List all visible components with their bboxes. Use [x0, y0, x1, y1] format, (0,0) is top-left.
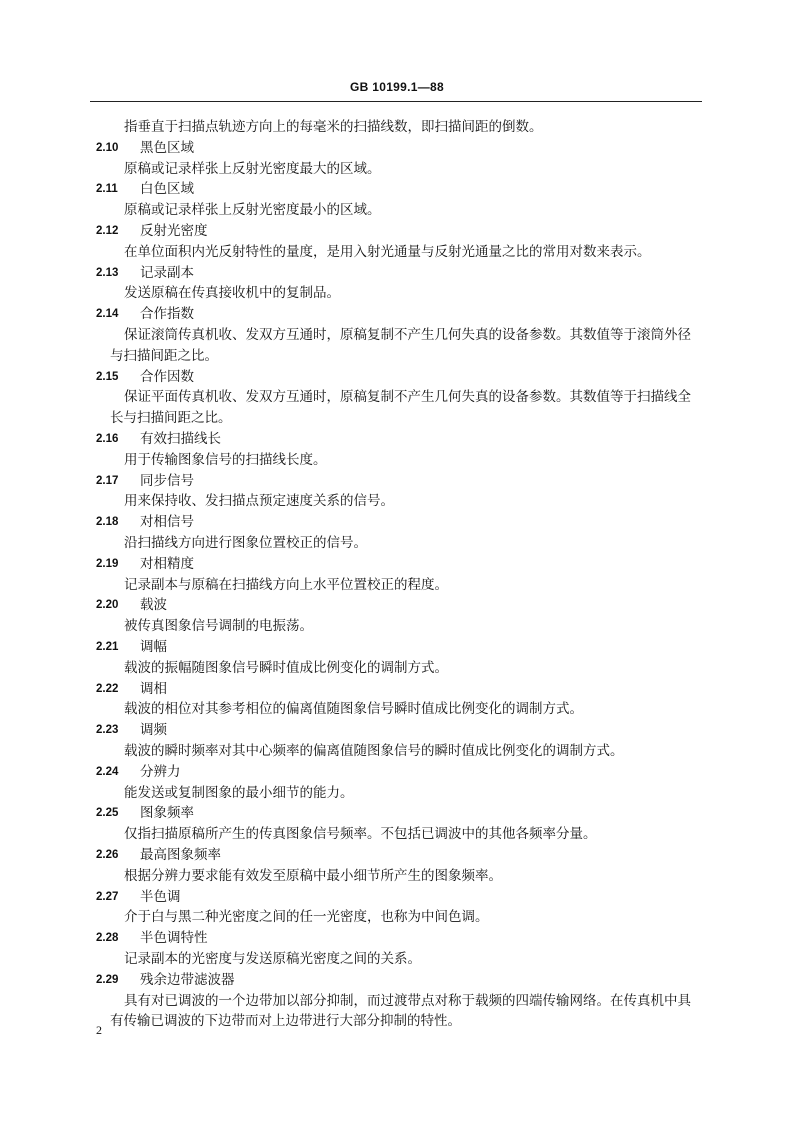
term-title: 记录副本	[140, 264, 194, 281]
clause-number: 2.21	[96, 641, 119, 653]
definition-text: 载波的振幅随图象信号瞬时值成比例变化的调制方式。	[124, 659, 448, 676]
term-title: 对相信号	[140, 514, 194, 531]
intro-definition-line: 指垂直于扫描点轨迹方向上的每毫米的扫描线数，即扫描间距的倒数。	[124, 119, 543, 135]
clause-number: 2.27	[96, 890, 119, 903]
clause-number: 2.28	[96, 932, 119, 945]
term-title: 最高图象频率	[140, 847, 221, 863]
definition-text: 被传真图象信号调制的电振荡。	[124, 618, 313, 635]
definition-text: 仅指扫描原稿所产生的传真图象信号频率。不包括已调波中的其他各频率分量。	[124, 826, 597, 843]
clause-number: 2.22	[96, 682, 119, 695]
definition-text: 在单位面积内光反射特性的量度，是用入射光通量与反射光通量之比的常用对数来表示。	[124, 243, 651, 260]
definition-text: 原稿或记录样张上反射光密度最小的区域。	[124, 202, 381, 219]
definition-text: 用于传输图象信号的扫描线长度。	[124, 451, 327, 468]
clause-number: 2.15	[96, 370, 119, 383]
definition-text: 载波的瞬时频率对其中心频率的偏离值随图象信号的瞬时值成比例变化的调制方式。	[124, 743, 624, 759]
clause-number: 2.24	[96, 765, 119, 778]
term-title: 残余边带滤波器	[140, 971, 235, 988]
term-title: 半色调特性	[140, 930, 208, 947]
definition-text: 记录副本的光密度与发送原稿光密度之间的关系。	[124, 951, 421, 967]
definition-text: 记录副本与原稿在扫描线方向上水平位置校正的程度。	[124, 576, 448, 593]
definition-text: 发送原稿在传真接收机中的复制品。	[124, 285, 340, 302]
term-title: 对相精度	[140, 555, 194, 572]
definition-text: 保证滚筒传真机收、发双方互通时，原稿复制不产生几何失真的设备参数。其数值等于滚筒外径	[124, 327, 691, 343]
term-title: 图象频率	[140, 805, 194, 822]
document-code-header: GB 10199.1—88	[350, 80, 444, 94]
clause-number: 2.17	[96, 474, 119, 487]
term-title: 同步信号	[140, 472, 194, 489]
clause-number: 2.12	[96, 225, 119, 237]
clause-number: 2.29	[96, 973, 119, 986]
term-title: 载波	[140, 597, 167, 614]
clause-number: 2.18	[96, 516, 119, 529]
definition-text: 载波的相位对其参考相位的偏离值随图象信号瞬时值成比例变化的调制方式。	[124, 701, 583, 718]
term-title: 合作指数	[140, 306, 194, 323]
definition-text: 具有对已调波的一个边带加以部分抑制，而过渡带点对称于载频的四端传输网络。在传真机中具	[124, 992, 691, 1009]
definition-text: 与扫描间距之比。	[110, 347, 218, 364]
clause-number: 2.19	[96, 557, 119, 570]
definition-text: 根据分辨力要求能有效发至原稿中最小细节所产生的图象频率。	[124, 867, 502, 884]
clause-number: 2.23	[96, 724, 119, 737]
clause-number: 2.16	[96, 433, 119, 445]
definition-text: 原稿或记录样张上反射光密度最大的区域。	[124, 160, 381, 177]
term-title: 调相	[140, 680, 167, 697]
page-number: 2	[96, 1023, 102, 1037]
definition-text: 保证平面传真机收、发双方互通时，原稿复制不产生几何失真的设备参数。其数值等于扫描线全	[124, 389, 691, 406]
term-title: 分辨力	[140, 763, 181, 780]
clause-number: 2.13	[96, 266, 119, 279]
definition-text: 沿扫描线方向进行图象位置校正的信号。	[124, 535, 367, 551]
clause-number: 2.11	[96, 183, 118, 196]
term-title: 半色调	[140, 888, 181, 905]
clause-number: 2.20	[96, 599, 119, 612]
term-title: 合作因数	[140, 368, 194, 385]
definition-text: 用来保持收、发扫描点预定速度关系的信号。	[124, 493, 394, 510]
term-title: 调频	[140, 722, 167, 739]
definition-text: 有传输已调波的下边带而对上边带进行大部分抑制的特性。	[110, 1013, 461, 1030]
header-rule	[90, 101, 702, 102]
term-title: 反射光密度	[140, 223, 208, 239]
clause-number: 2.10	[96, 141, 119, 154]
clause-number: 2.14	[96, 308, 119, 321]
term-title: 黑色区域	[140, 139, 194, 156]
definition-text: 长与扫描间距之比。	[110, 410, 232, 427]
term-title: 有效扫描线长	[140, 431, 221, 447]
term-title: 白色区域	[140, 181, 194, 198]
definition-text: 能发送或复制图象的最小细节的能力。	[124, 784, 354, 801]
definition-text: 介于白与黑二种光密度之间的任一光密度，也称为中间色调。	[124, 909, 489, 926]
term-title: 调幅	[140, 639, 167, 655]
clause-number: 2.26	[96, 849, 119, 861]
clause-number: 2.25	[96, 807, 119, 820]
